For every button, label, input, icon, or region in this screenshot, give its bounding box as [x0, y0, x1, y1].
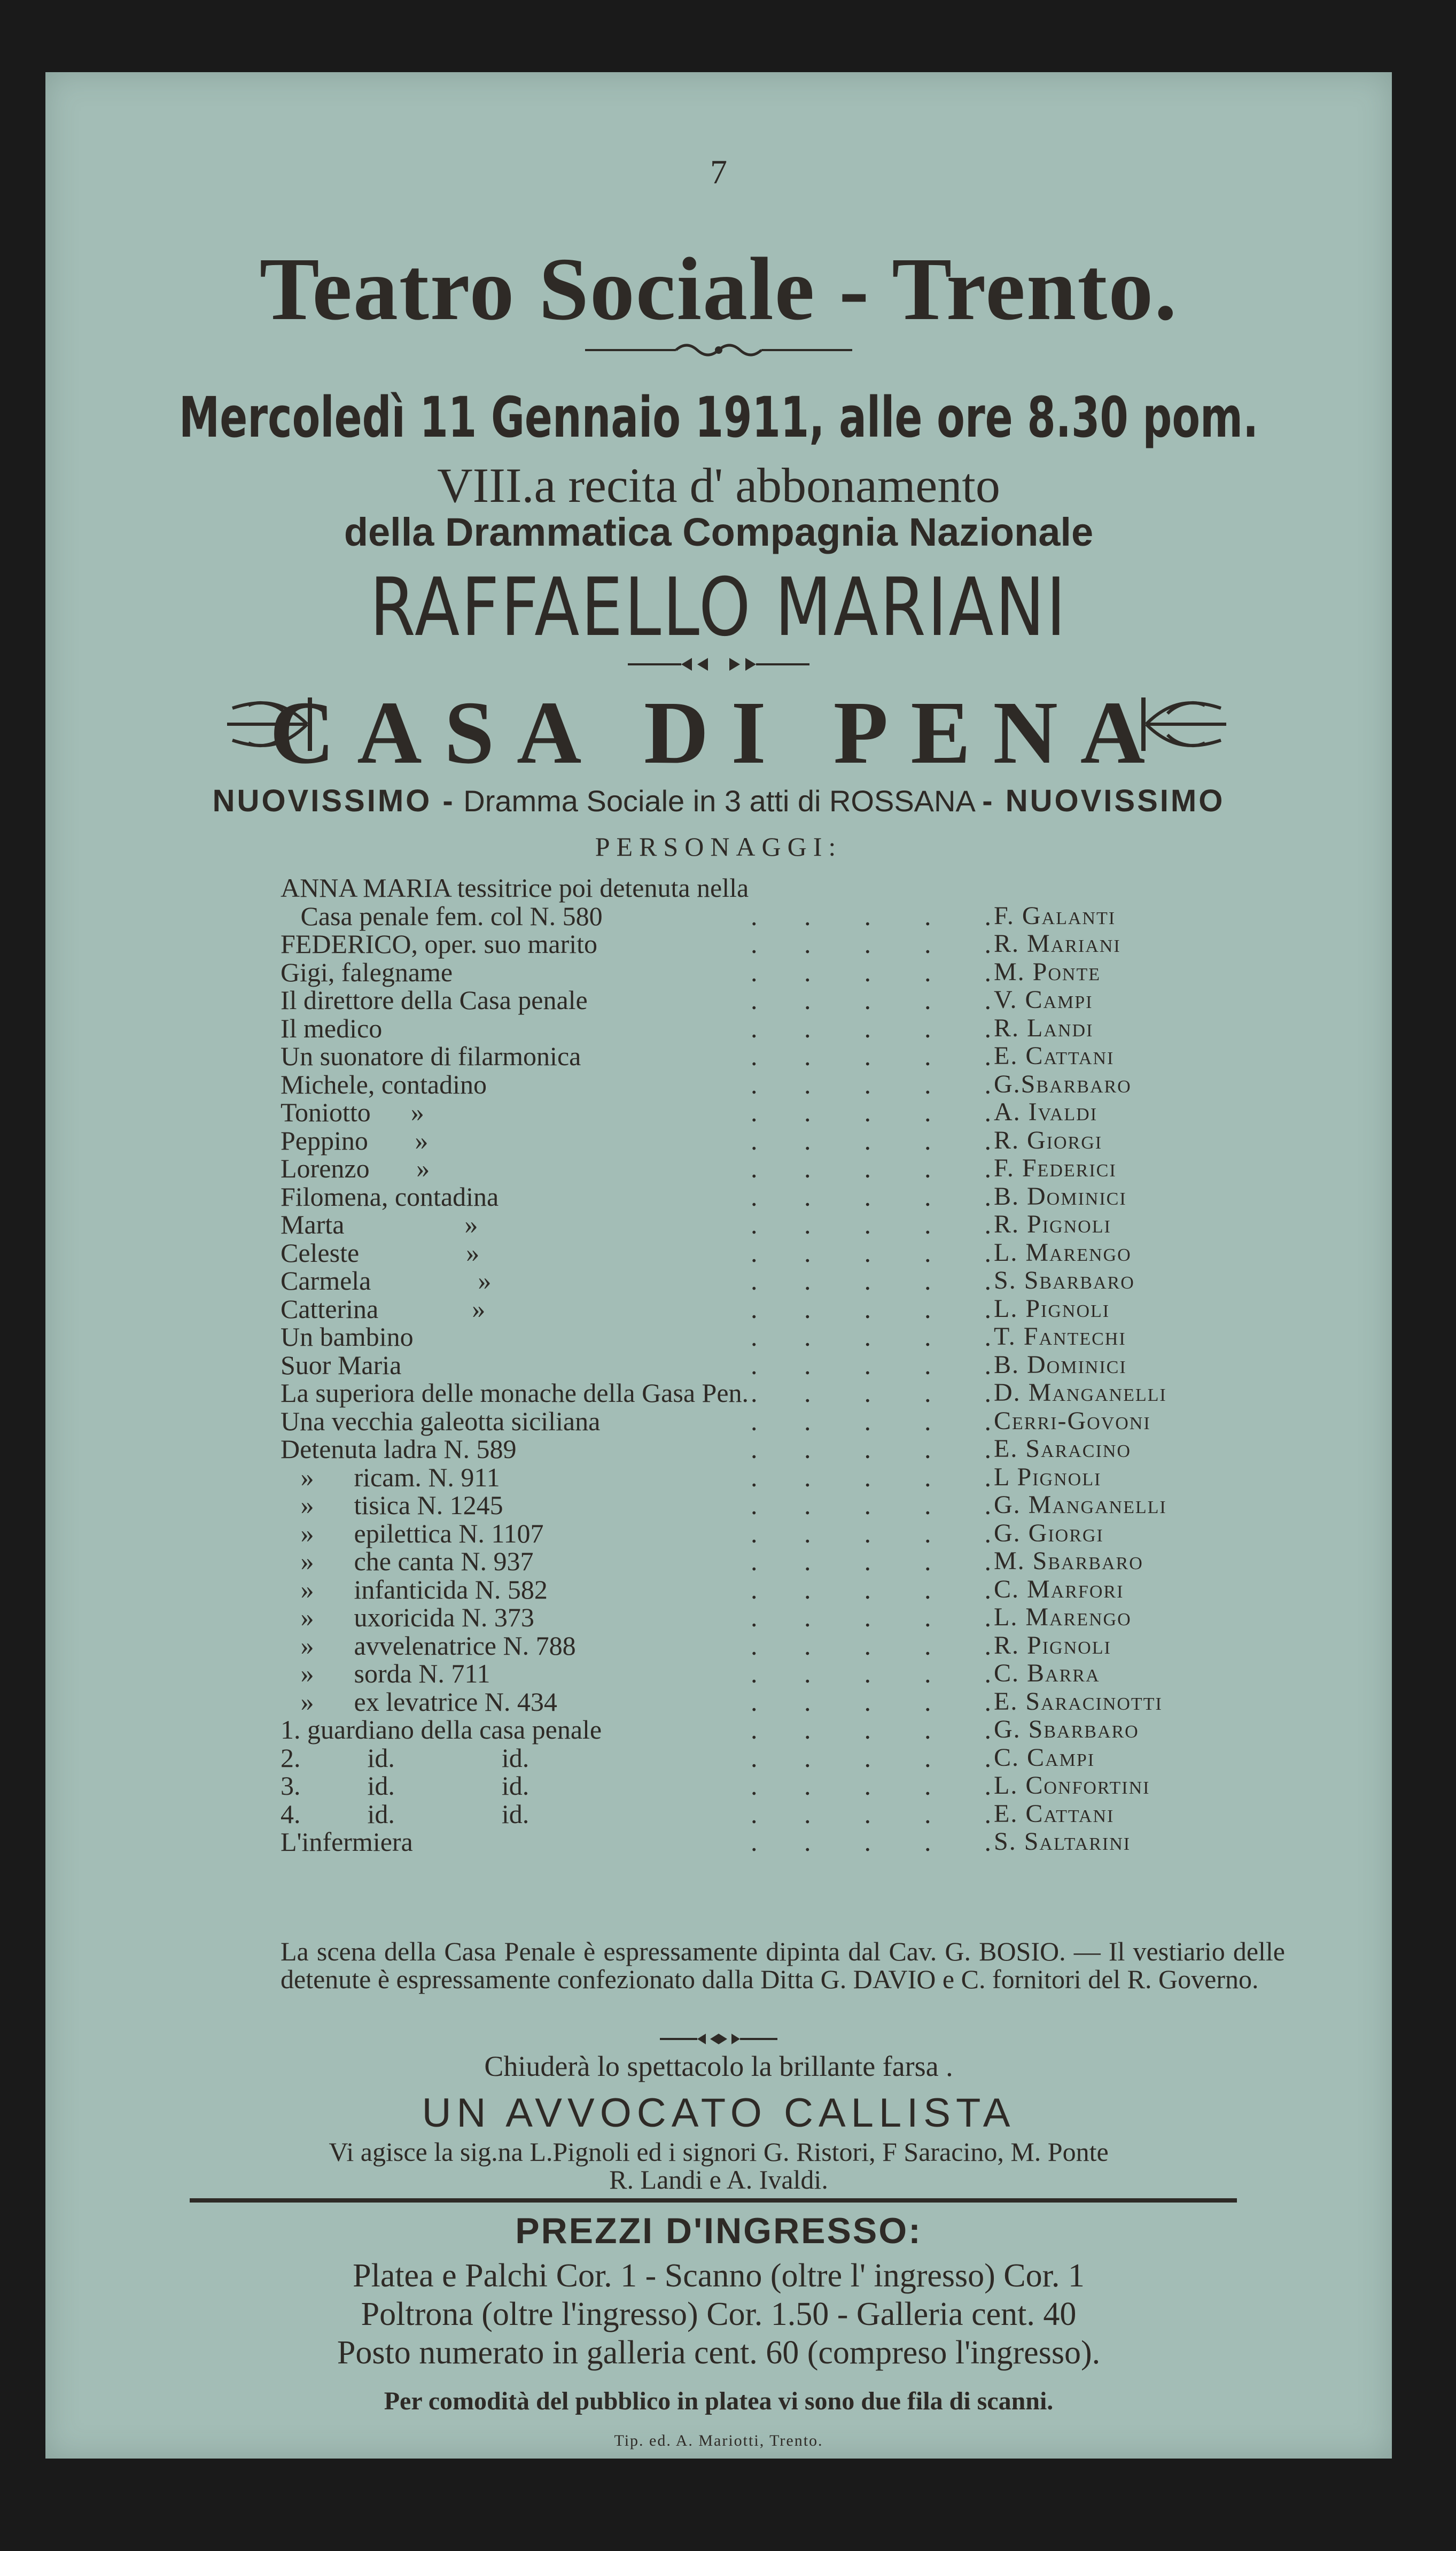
cast-role: Casa penale fem. col N. 580	[281, 901, 603, 931]
leader-dots: . . . . .	[751, 1013, 991, 1043]
cast-role: FEDERICO, oper. suo marito	[281, 929, 598, 959]
cast-role: Detenuta ladra N. 589	[281, 1434, 517, 1464]
closing-line: Chiuderà lo spettacolo la brillante farsa .	[484, 2050, 953, 2082]
cast-role: Toniotto »	[281, 1097, 424, 1127]
tag-right: - NUOVISSIMO	[982, 784, 1225, 818]
leader-dots: . . . . .	[751, 1293, 991, 1324]
cast-role: L'infermiera	[281, 1827, 413, 1857]
play-subtitle	[45, 783, 1392, 819]
leader-dots: . . . . .	[751, 1715, 991, 1744]
cast-row	[281, 1688, 1242, 1716]
cast-role: 1. guardiano della casa penale	[281, 1715, 602, 1744]
leader-dots: . . . . .	[751, 1322, 991, 1352]
price-line: Poltrona (oltre l'ingresso) Cor. 1.50 - Galleria cent. 40	[361, 2296, 1077, 2332]
cast-actor: R. Giorgi	[994, 1126, 1103, 1154]
cast-actor: L. Pignoli	[994, 1294, 1110, 1323]
cast-row	[281, 1463, 1242, 1492]
ornament-divider-icon	[580, 339, 858, 361]
cast-row	[281, 1211, 1242, 1239]
scene-note-text: La scena della Casa Penale è espressamente dipinta dal Cav. G. BOSIO. — Il vestiario delle detenute è espressamente confezionato dalla Ditta G. DAVIO e C. fornitori del R. Governo.	[281, 1936, 1285, 1994]
cast-role: La superiora delle monache della Gasa Pen.	[281, 1378, 749, 1408]
playbill-sheet	[45, 72, 1392, 2459]
date-line: Mercoledì 11 Gennaio 1911, alle ore 8.30 pom.	[178, 385, 1259, 450]
leader-dots: . . . . .	[751, 1266, 991, 1296]
cast-role: » infanticida N. 582	[281, 1574, 548, 1604]
cast-row	[281, 930, 1242, 958]
leader-dots: . . . . .	[751, 1771, 991, 1801]
cast-role: Il direttore della Casa penale	[281, 985, 588, 1015]
cast-role: Celeste »	[281, 1237, 480, 1268]
printer-credit: Tip. ed. A. Mariotti, Trento.	[614, 2432, 823, 2449]
cast-role: » che canta N. 937	[281, 1546, 534, 1576]
cast-row	[281, 1098, 1242, 1127]
leader-dots: . . . . .	[751, 1041, 991, 1071]
theatre-title: Teatro Sociale - Trento.	[259, 239, 1178, 339]
leader-dots: . . . . .	[751, 957, 991, 987]
cast-role: Il medico	[281, 1013, 383, 1043]
cast-row	[281, 1267, 1242, 1295]
page-number: 7	[710, 153, 727, 191]
cast-actor: L. Confortini	[994, 1771, 1150, 1800]
cast-actor: S. Sbarbaro	[994, 1266, 1135, 1294]
cast-row	[281, 1351, 1242, 1379]
leader-dots: . . . . .	[751, 1378, 991, 1408]
cast-role: » epilettica N. 1107	[281, 1518, 544, 1548]
cast-row	[281, 1716, 1242, 1744]
leader-dots: . . . . .	[751, 1125, 991, 1156]
cast-actor: M. Sbarbaro	[994, 1547, 1143, 1575]
cast-actor: L Pignoli	[994, 1462, 1102, 1491]
director-name: RAFFAELLO MARIANI	[370, 561, 1068, 654]
cast-role: Marta »	[281, 1209, 478, 1239]
cast-actor: R. Pignoli	[994, 1631, 1111, 1660]
cast-actor: C. Marfori	[994, 1575, 1124, 1603]
play-title: CASA DI PENA	[269, 683, 1168, 782]
leader-dots: . . . . .	[751, 1350, 991, 1380]
cast-role: Un suonatore di filarmonica	[281, 1041, 581, 1071]
cast-actor: L. Marengo	[994, 1603, 1132, 1631]
personaggi-heading: PERSONAGGI:	[595, 832, 843, 862]
cast-role: Peppino »	[281, 1125, 429, 1156]
cast-role: Gigi, falegname	[281, 957, 453, 987]
leader-dots: . . . . .	[751, 1153, 991, 1183]
leader-dots: . . . . .	[751, 1181, 991, 1212]
cast-actor: G. Manganelli	[994, 1491, 1167, 1519]
leader-dots: . . . . .	[751, 1658, 991, 1688]
cast-role: 3. id. id.	[281, 1771, 530, 1801]
leader-dots: . . . . .	[751, 1518, 991, 1548]
divider-rule	[190, 2198, 1237, 2203]
cast-actor: F. Galanti	[994, 901, 1116, 930]
leader-dots: . . . . .	[751, 1742, 991, 1773]
cast-actor: Cerri-Govoni	[994, 1406, 1151, 1435]
cast-row	[281, 1127, 1242, 1155]
cast-row	[281, 1295, 1242, 1323]
cast-role: Lorenzo »	[281, 1153, 430, 1183]
cast-actor: R. Landi	[994, 1013, 1094, 1042]
leader-dots: . . . . .	[751, 1406, 991, 1436]
cast-row	[281, 1828, 1242, 1856]
leader-dots: . . . . .	[751, 1490, 991, 1520]
leader-dots: . . . . .	[751, 1546, 991, 1576]
cast-row	[281, 1071, 1242, 1099]
leader-dots: . . . . .	[751, 929, 991, 959]
company-line: della Drammatica Compagnia Nazionale	[344, 510, 1094, 554]
cast-role: Suor Maria	[281, 1350, 402, 1380]
tag-left: NUOVISSIMO -	[212, 784, 455, 818]
leader-dots: . . . . .	[751, 1686, 991, 1717]
leader-dots: . . . . .	[751, 1434, 991, 1464]
cast-actor: B. Dominici	[994, 1350, 1127, 1379]
ornament-divider-icon	[655, 2031, 783, 2047]
prices-title: PREZZI D'INGRESSO:	[515, 2211, 922, 2251]
recita-line: VIII.a recita d' abbonamento	[437, 458, 1000, 513]
farce-cast-line: R. Landi e A. Ivaldi.	[609, 2165, 828, 2195]
cast-row	[281, 1435, 1242, 1463]
cast-role: Un bambino	[281, 1322, 414, 1352]
cast-actor: T. Fantechi	[994, 1322, 1126, 1351]
cast-row	[281, 1547, 1242, 1576]
leader-dots: . . . . .	[751, 1097, 991, 1127]
cast-actor: F. Federici	[994, 1154, 1117, 1182]
cast-role: Catterina »	[281, 1293, 486, 1324]
leader-dots: . . . . .	[751, 1798, 991, 1829]
leader-dots: . . . . .	[751, 1602, 991, 1632]
farce-title: UN AVVOCATO CALLISTA	[422, 2090, 1016, 2136]
cast-actor: L. Marengo	[994, 1238, 1132, 1267]
cast-row	[281, 1239, 1242, 1267]
cast-row	[281, 1519, 1242, 1548]
cast-row	[281, 1183, 1242, 1211]
price-line: Platea e Palchi Cor. 1 - Scanno (oltre l' ingresso) Cor. 1	[353, 2258, 1085, 2294]
leader-dots: . . . . .	[751, 1069, 991, 1099]
cast-role: » tisica N. 1245	[281, 1490, 503, 1520]
cast-actor: C. Campi	[994, 1743, 1095, 1772]
cast-row	[281, 1660, 1242, 1688]
cast-role: 2. id. id.	[281, 1742, 530, 1773]
leader-dots: . . . . .	[751, 901, 991, 931]
cast-row	[281, 1632, 1242, 1660]
flourish-right-icon	[1141, 692, 1232, 756]
leader-dots: . . . . .	[751, 1462, 991, 1492]
cast-role: Filomena, contadina	[281, 1181, 499, 1212]
cast-role: Una vecchia galeotta siciliana	[281, 1406, 601, 1436]
cast-row	[281, 1407, 1242, 1436]
cast-actor: E. Cattani	[994, 1042, 1115, 1070]
cast-row	[281, 986, 1242, 1014]
farce-cast-line: Vi agisce la sig.na L.Pignoli ed i signori G. Ristori, F Saracino, M. Ponte	[329, 2137, 1109, 2167]
cast-actor: S. Saltarini	[994, 1827, 1131, 1856]
cast-row	[281, 958, 1242, 987]
cast-actor: G. Giorgi	[994, 1518, 1104, 1547]
leader-dots: . . . . .	[751, 1237, 991, 1268]
cast-actor: D. Manganelli	[994, 1378, 1167, 1407]
cast-row	[281, 1014, 1242, 1043]
cast-actor: A. Ivaldi	[994, 1098, 1098, 1126]
cast-row	[281, 1379, 1242, 1407]
cast-actor: M. Ponte	[994, 957, 1101, 986]
cast-role: » ex levatrice N. 434	[281, 1686, 557, 1717]
cast-role: 4. id. id.	[281, 1798, 530, 1829]
price-line: Posto numerato in galleria cent. 60 (compreso l'ingresso).	[337, 2335, 1101, 2371]
play-description: Dramma Sociale in 3 atti di ROSSANA	[455, 784, 983, 818]
cast-actor: R. Pignoli	[994, 1210, 1111, 1238]
cast-actor: C. Barra	[994, 1659, 1100, 1687]
cast-row	[281, 1042, 1242, 1071]
cast-row	[281, 1323, 1242, 1351]
ornament-divider-icon	[622, 655, 815, 674]
cast-actor: R. Mariani	[994, 929, 1121, 958]
leader-dots: . . . . .	[751, 985, 991, 1015]
cast-row	[281, 902, 1242, 931]
cast-row	[281, 1800, 1242, 1828]
scene-note	[281, 1937, 1285, 1993]
leader-dots: . . . . .	[751, 1574, 991, 1604]
cast-row	[281, 1576, 1242, 1604]
farce-cast	[45, 2138, 1392, 2193]
cast-row	[281, 1154, 1242, 1183]
cast-role: » sorda N. 711	[281, 1658, 490, 1688]
cast-role: ANNA MARIA tessitrice poi detenuta nella	[281, 873, 749, 903]
cast-actor: G. Sbarbaro	[994, 1715, 1139, 1743]
leader-dots: . . . . .	[751, 1209, 991, 1239]
cast-row	[281, 874, 1242, 902]
cast-actor: V. Campi	[994, 986, 1093, 1014]
cast-role: » ricam. N. 911	[281, 1462, 500, 1492]
cast-role: Michele, contadino	[281, 1069, 487, 1099]
cast-role: » uxoricida N. 373	[281, 1602, 534, 1632]
leader-dots: . . . . .	[751, 1630, 991, 1661]
cast-row	[281, 1491, 1242, 1519]
cast-row	[281, 1744, 1242, 1772]
cast-role: Carmela »	[281, 1266, 492, 1296]
cast-actor: E. Cattani	[994, 1799, 1115, 1828]
cast-row	[281, 1772, 1242, 1800]
comfort-note: Per comodità del pubblico in platea vi sono due fila di scanni.	[384, 2387, 1054, 2415]
cast-actor: B. Dominici	[994, 1182, 1127, 1211]
cast-actor: E. Saracinotti	[994, 1687, 1163, 1716]
leader-dots: . . . . .	[751, 1827, 991, 1857]
cast-list	[281, 874, 1242, 1856]
cast-actor: G.Sbarbaro	[994, 1069, 1132, 1098]
cast-role: » avvelenatrice N. 788	[281, 1630, 576, 1661]
cast-row	[281, 1603, 1242, 1632]
cast-actor: E. Saracino	[994, 1435, 1131, 1463]
